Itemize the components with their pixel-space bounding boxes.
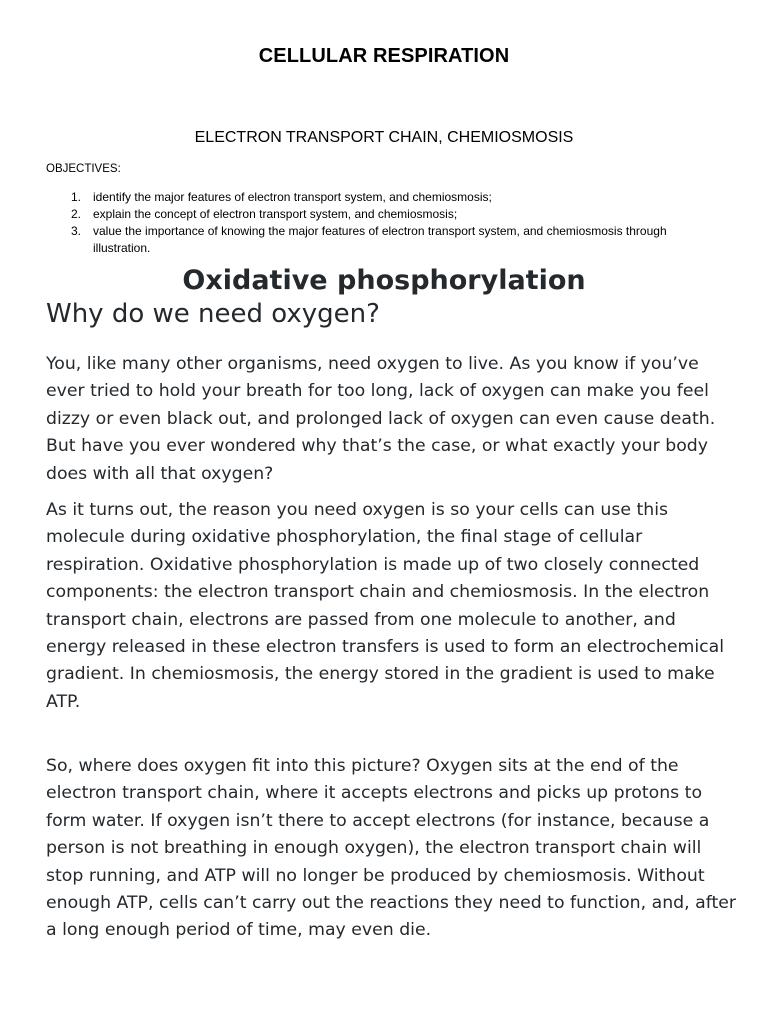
section-heading: Oxidative phosphorylation xyxy=(182,265,586,296)
objective-number: 1. xyxy=(71,190,82,204)
objective-item xyxy=(46,206,726,223)
body-paragraph: So, where does oxygen fit into this picture? Oxygen sits at the end of the electron transport chain, where it accepts electrons and picks up protons to form water. If oxygen isn’t there to accept electrons (for instance, because a person is not breathing in enough oxygen), the electron transport chain will stop running, and ATP will no longer be produced by chemiosmosis. Without enough ATP, cells can’t carry out the reactions they need to function, and, after a long enough period of time, may even die. xyxy=(46,756,736,941)
document-subtitle: ELECTRON TRANSPORT CHAIN, CHEMIOSMOSIS xyxy=(194,129,574,146)
objective-item xyxy=(46,223,726,257)
objective-number: 2. xyxy=(71,207,82,221)
body-paragraph: As it turns out, the reason you need oxygen is so your cells can use this molecule during oxidative phosphorylation, the final stage of cellular respiration. Oxidative phosphorylation is made up of two closely connected components: the electron transport chain and chemiosmosis. In the electron transport chain, electrons are passed from one molecule to another, and energy released in these electron transfers is used to form an electrochemical gradient. In chemiosmosis, the energy stored in the gradient is used to make ATP. xyxy=(46,500,725,712)
objective-text: identify the major features of electron transport system, and chemiosmosis; xyxy=(93,190,492,204)
document-title: CELLULAR RESPIRATION xyxy=(258,45,510,67)
objectives-list xyxy=(46,189,726,257)
body-paragraph: You, like many other organisms, need oxygen to live. As you know if you’ve ever tried to hold your breath for too long, lack of oxygen can make you feel dizzy or even black out, and prolonged lack of oxygen can even cause death. But have you ever wondered why that’s the case, or what exactly your body does with all that oxygen? xyxy=(46,354,716,484)
objective-text: value the importance of knowing the major features of electron transport system, and chemiosmosis through illustration. xyxy=(93,224,667,255)
objective-item xyxy=(46,189,726,206)
objective-text: explain the concept of electron transport system, and chemiosmosis; xyxy=(93,207,458,221)
question-heading: Why do we need oxygen? xyxy=(46,299,380,329)
objective-number: 3. xyxy=(71,224,82,238)
objectives-label: OBJECTIVES: xyxy=(46,163,121,175)
